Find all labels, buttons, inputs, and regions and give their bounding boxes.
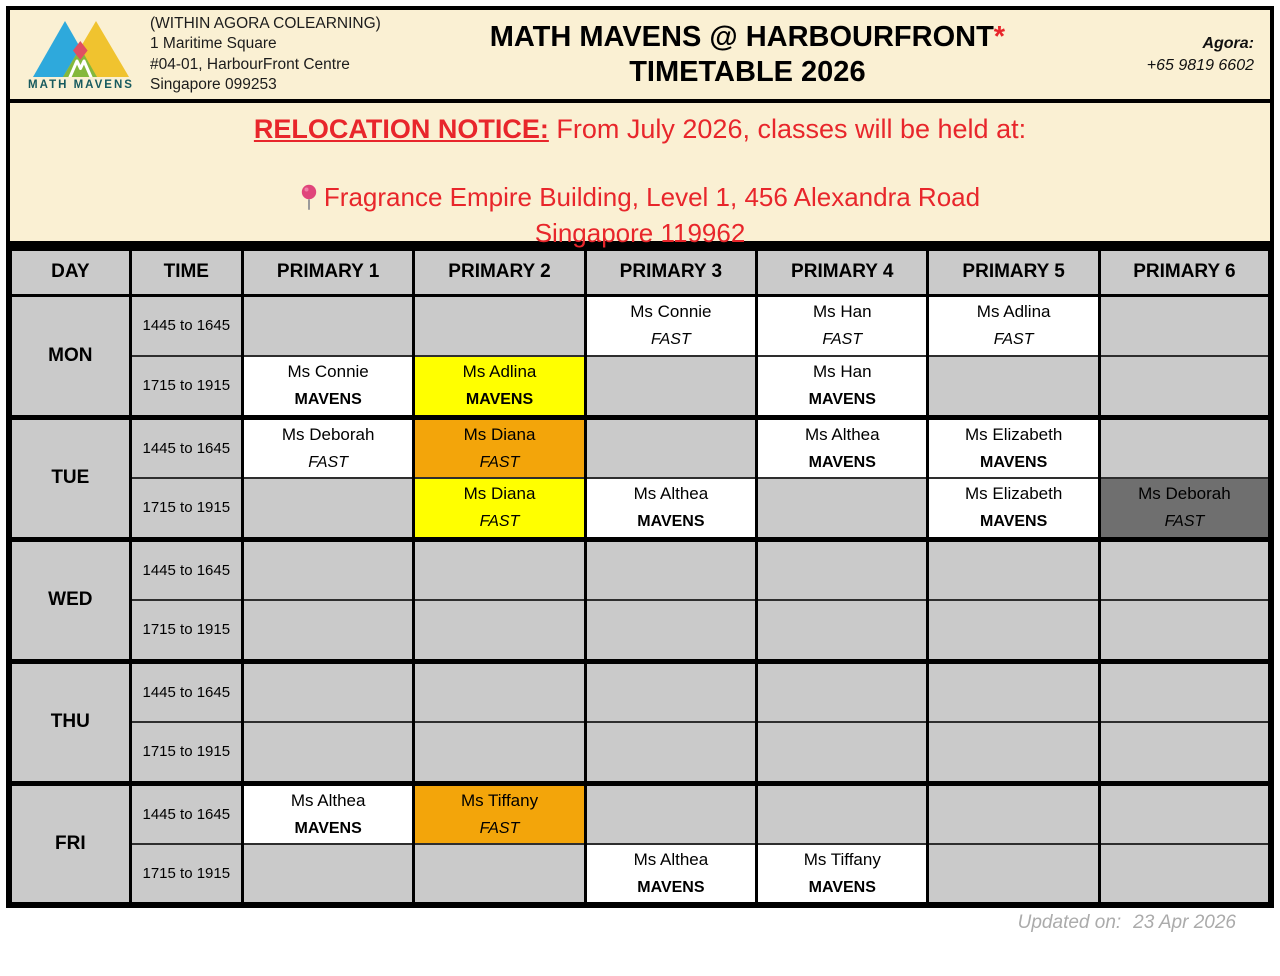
class-type: MAVENS xyxy=(637,513,705,531)
time-cell: 1715 to 1915 xyxy=(130,356,242,417)
timetable-row xyxy=(9,539,1271,600)
empty-cell xyxy=(757,539,928,600)
class-cell xyxy=(242,356,413,417)
empty-cell xyxy=(928,539,1099,600)
empty-cell xyxy=(1099,661,1271,722)
empty-cell xyxy=(585,417,756,478)
class-cell xyxy=(242,783,413,844)
teacher-name: Ms Elizabeth xyxy=(964,424,1063,444)
empty-cell xyxy=(928,661,1099,722)
empty-cell xyxy=(928,356,1099,417)
class-cell xyxy=(757,295,928,356)
empty-cell xyxy=(242,661,413,722)
time-cell: 1715 to 1915 xyxy=(130,600,242,661)
title-line-1 xyxy=(381,20,1114,54)
class-cell xyxy=(242,417,413,478)
time-cell: 1445 to 1645 xyxy=(130,783,242,844)
day-cell: WED xyxy=(9,539,130,661)
empty-cell xyxy=(1099,295,1271,356)
contact-block xyxy=(1114,33,1254,76)
empty-cell xyxy=(585,356,756,417)
class-cell xyxy=(414,478,585,539)
class-type: MAVENS xyxy=(980,513,1048,531)
timetable-row xyxy=(9,783,1271,844)
timetable-row xyxy=(9,722,1271,783)
address-line: 1 Maritime Square xyxy=(150,35,277,53)
class-cell xyxy=(585,844,756,905)
class-type: FAST xyxy=(479,453,520,471)
class-type: MAVENS xyxy=(637,879,705,896)
notice-address-text: Fragrance Empire Building, Level 1, 456 Alexandra Road xyxy=(323,182,981,212)
column-header: PRIMARY 1 xyxy=(242,248,413,295)
teacher-name: Ms Han xyxy=(812,302,872,322)
updated-date: 23 Apr 2026 xyxy=(1133,912,1236,933)
time-cell: 1715 to 1915 xyxy=(130,844,242,905)
title-line-2: TIMETABLE 2026 xyxy=(629,55,866,88)
teacher-name: Ms Deborah xyxy=(281,424,375,444)
column-header: PRIMARY 6 xyxy=(1099,248,1271,295)
class-cell xyxy=(928,295,1099,356)
teacher-name: Ms Connie xyxy=(287,362,369,382)
notice-heading: RELOCATION NOTICE: xyxy=(253,114,549,144)
empty-cell xyxy=(928,722,1099,783)
notice-intro-line xyxy=(10,114,1270,145)
empty-cell xyxy=(1099,844,1271,905)
day-cell: MON xyxy=(9,295,130,417)
time-cell: 1715 to 1915 xyxy=(130,722,242,783)
empty-cell xyxy=(414,539,585,600)
notice-intro: From July 2026, classes will be held at: xyxy=(556,114,1027,144)
relocation-notice xyxy=(6,103,1274,248)
teacher-name: Ms Diana xyxy=(463,484,536,504)
timetable-row xyxy=(9,478,1271,539)
day-cell: TUE xyxy=(9,417,130,539)
empty-cell xyxy=(928,844,1099,905)
timetable-row xyxy=(9,417,1271,478)
class-cell xyxy=(1099,478,1271,539)
address-line: Singapore 099253 xyxy=(150,75,277,93)
class-type: MAVENS xyxy=(294,391,362,409)
class-cell xyxy=(414,783,585,844)
empty-cell xyxy=(1099,417,1271,478)
empty-cell xyxy=(242,295,413,356)
class-type: MAVENS xyxy=(465,391,534,409)
column-header: PRIMARY 2 xyxy=(414,248,585,295)
contact-label: Agora: xyxy=(1202,34,1254,52)
class-cell xyxy=(757,417,928,478)
time-cell: 1445 to 1645 xyxy=(130,295,242,356)
footer xyxy=(6,908,1274,940)
column-header: DAY xyxy=(9,248,130,295)
class-type: FAST xyxy=(308,453,348,471)
timetable xyxy=(6,245,1274,908)
teacher-name: Ms Connie xyxy=(630,302,712,322)
teacher-name: Ms Althea xyxy=(290,790,366,810)
empty-cell xyxy=(242,539,413,600)
empty-cell xyxy=(414,661,585,722)
empty-cell xyxy=(1099,783,1271,844)
teacher-name: Ms Althea xyxy=(633,484,709,504)
empty-cell xyxy=(414,600,585,661)
column-header: PRIMARY 5 xyxy=(928,248,1099,295)
empty-cell xyxy=(757,783,928,844)
empty-cell xyxy=(242,478,413,539)
logo xyxy=(20,19,142,91)
empty-cell xyxy=(928,783,1099,844)
brand-name: MATH MAVENS xyxy=(28,78,134,91)
class-type: MAVENS xyxy=(808,879,876,896)
class-cell xyxy=(928,417,1099,478)
teacher-name: Ms Deborah xyxy=(1138,484,1231,504)
class-cell xyxy=(414,356,585,417)
timetable-row xyxy=(9,295,1271,356)
column-header: PRIMARY 3 xyxy=(585,248,756,295)
teacher-name: Ms Althea xyxy=(633,850,709,869)
empty-cell xyxy=(585,661,756,722)
empty-cell xyxy=(757,722,928,783)
teacher-name: Ms Elizabeth xyxy=(964,484,1063,504)
timetable-row xyxy=(9,661,1271,722)
teacher-name: Ms Diana xyxy=(463,424,536,444)
empty-cell xyxy=(414,722,585,783)
class-type: MAVENS xyxy=(294,819,362,837)
empty-cell xyxy=(585,722,756,783)
time-cell: 1445 to 1645 xyxy=(130,417,242,478)
class-type: FAST xyxy=(822,331,863,349)
empty-cell xyxy=(1099,600,1271,661)
notice-address-line-1 xyxy=(10,182,1270,213)
class-cell xyxy=(757,356,928,417)
teacher-name: Ms Han xyxy=(812,362,872,382)
day-cell: THU xyxy=(9,661,130,783)
empty-cell xyxy=(1099,539,1271,600)
class-type: FAST xyxy=(993,331,1034,349)
address-line: #04-01, HarbourFront Centre xyxy=(150,55,350,73)
notice-address-line-2: Singapore 119962 xyxy=(534,218,746,248)
page-title xyxy=(381,20,1114,88)
empty-cell xyxy=(242,844,413,905)
teacher-name: Ms Adlina xyxy=(976,302,1051,322)
contact-phone: +65 9819 6602 xyxy=(1146,56,1254,74)
address-line: (WITHIN AGORA COLEARNING) xyxy=(150,14,381,32)
empty-cell xyxy=(585,600,756,661)
timetable-row xyxy=(9,356,1271,417)
empty-cell xyxy=(1099,722,1271,783)
empty-cell xyxy=(757,661,928,722)
empty-cell xyxy=(585,783,756,844)
class-type: FAST xyxy=(651,331,691,349)
time-cell: 1715 to 1915 xyxy=(130,478,242,539)
class-type: FAST xyxy=(479,513,520,531)
empty-cell xyxy=(414,844,585,905)
timetable-row xyxy=(9,600,1271,661)
header xyxy=(6,6,1274,103)
empty-cell xyxy=(414,295,585,356)
timetable-row xyxy=(9,844,1271,905)
empty-cell xyxy=(242,722,413,783)
class-cell xyxy=(585,295,756,356)
teacher-name: Ms Tiffany xyxy=(460,790,539,810)
address-block xyxy=(150,14,381,96)
column-header: PRIMARY 4 xyxy=(757,248,928,295)
time-cell: 1445 to 1645 xyxy=(130,661,242,722)
class-cell xyxy=(585,478,756,539)
class-cell xyxy=(928,478,1099,539)
class-cell xyxy=(757,844,928,905)
column-header: TIME xyxy=(130,248,242,295)
teacher-name: Ms Adlina xyxy=(462,362,537,382)
class-type: MAVENS xyxy=(808,391,876,409)
empty-cell xyxy=(757,600,928,661)
class-type: FAST xyxy=(1164,513,1205,531)
teacher-name: Ms Tiffany xyxy=(803,850,881,869)
title-text: MATH MAVENS @ HARBOURFRONT xyxy=(489,21,994,54)
empty-cell xyxy=(928,600,1099,661)
title-asterisk: * xyxy=(993,21,1006,54)
teacher-name: Ms Althea xyxy=(804,424,880,444)
class-cell xyxy=(414,417,585,478)
time-cell: 1445 to 1645 xyxy=(130,539,242,600)
math-mavens-mountain-icon xyxy=(29,19,133,77)
empty-cell xyxy=(1099,356,1271,417)
class-type: MAVENS xyxy=(808,453,876,471)
timetable-header-row xyxy=(9,248,1271,295)
empty-cell xyxy=(585,539,756,600)
location-pin-icon xyxy=(300,184,318,212)
empty-cell xyxy=(242,600,413,661)
class-type: MAVENS xyxy=(980,453,1048,471)
day-cell: FRI xyxy=(9,783,130,905)
empty-cell xyxy=(757,478,928,539)
updated-label: Updated on: xyxy=(1017,912,1122,933)
class-type: FAST xyxy=(479,819,520,837)
